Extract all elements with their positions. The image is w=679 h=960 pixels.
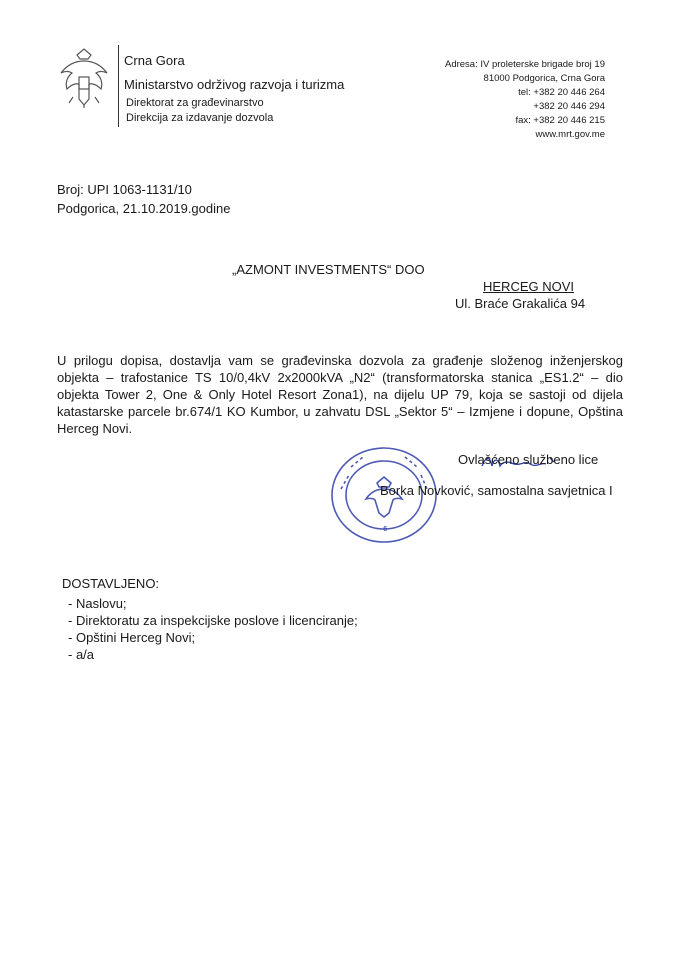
- ministry-name: Ministarstvo održivog razvoja i turizma: [124, 77, 345, 92]
- signatory-name: Borka Novković, samostalna savjetnica I: [380, 483, 613, 498]
- header-divider: [118, 45, 119, 127]
- list-item: - Naslovu;: [62, 595, 358, 612]
- distribution-title: DOSTAVLJENO:: [62, 576, 160, 591]
- phone-line: tel: +382 20 446 264: [518, 87, 605, 98]
- signatory-title: Ovlašćeno službeno lice: [458, 452, 599, 467]
- list-item: - Direktoratu za inspekcijske poslove i licenciranje;: [62, 612, 358, 629]
- phone-line: +382 20 446 294: [533, 101, 605, 112]
- fax-line: fax: +382 20 446 215: [515, 115, 605, 126]
- directorate-name: Direktorat za građevinarstvo: [126, 97, 264, 109]
- country-name: Crna Gora: [124, 53, 185, 68]
- svg-text:6: 6: [383, 525, 388, 533]
- address-block: [445, 58, 605, 142]
- coat-of-arms-icon: [55, 47, 113, 109]
- recipient-street: Ul. Braće Grakalića 94: [455, 296, 586, 311]
- address-line: Adresa: IV proleterske brigade broj 19: [444, 59, 605, 70]
- recipient-name: „AZMONT INVESTMENTS“ DOO: [232, 262, 425, 277]
- reference-number: Broj: UPI 1063-1131/10: [57, 182, 192, 197]
- list-item: - a/a: [62, 646, 358, 663]
- letter-body: U prilogu dopisa, dostavlja vam se građevinska dozvola za građenje složenog inženjerskog objekta – trafostanice TS 10/0,4kV 2x2000kVA „N2“ (transformatorska stanica „ES1.2“ – dio objekta Tower 2, One & Only Hotel Resort Zona1), na dijelu UP 79, koja se sastoji od dijela katastarske parcele br.674/1 KO Kumbor, u zahvatu DSL „Sektor 5“ – Izmjene i dopune, Opština Herceg Novi.: [57, 353, 623, 436]
- recipient-city: HERCEG NOVI: [483, 279, 575, 294]
- website-link[interactable]: www.mrt.gov.me: [535, 129, 605, 140]
- department-name: Direkcija za izdavanje dozvola: [126, 112, 274, 124]
- list-item: - Opštini Herceg Novi;: [62, 629, 358, 646]
- place-date: Podgorica, 21.10.2019.godine: [57, 201, 231, 216]
- reference-block: [57, 180, 230, 218]
- distribution-list: [62, 595, 358, 663]
- address-line: 81000 Podgorica, Crna Gora: [483, 73, 605, 84]
